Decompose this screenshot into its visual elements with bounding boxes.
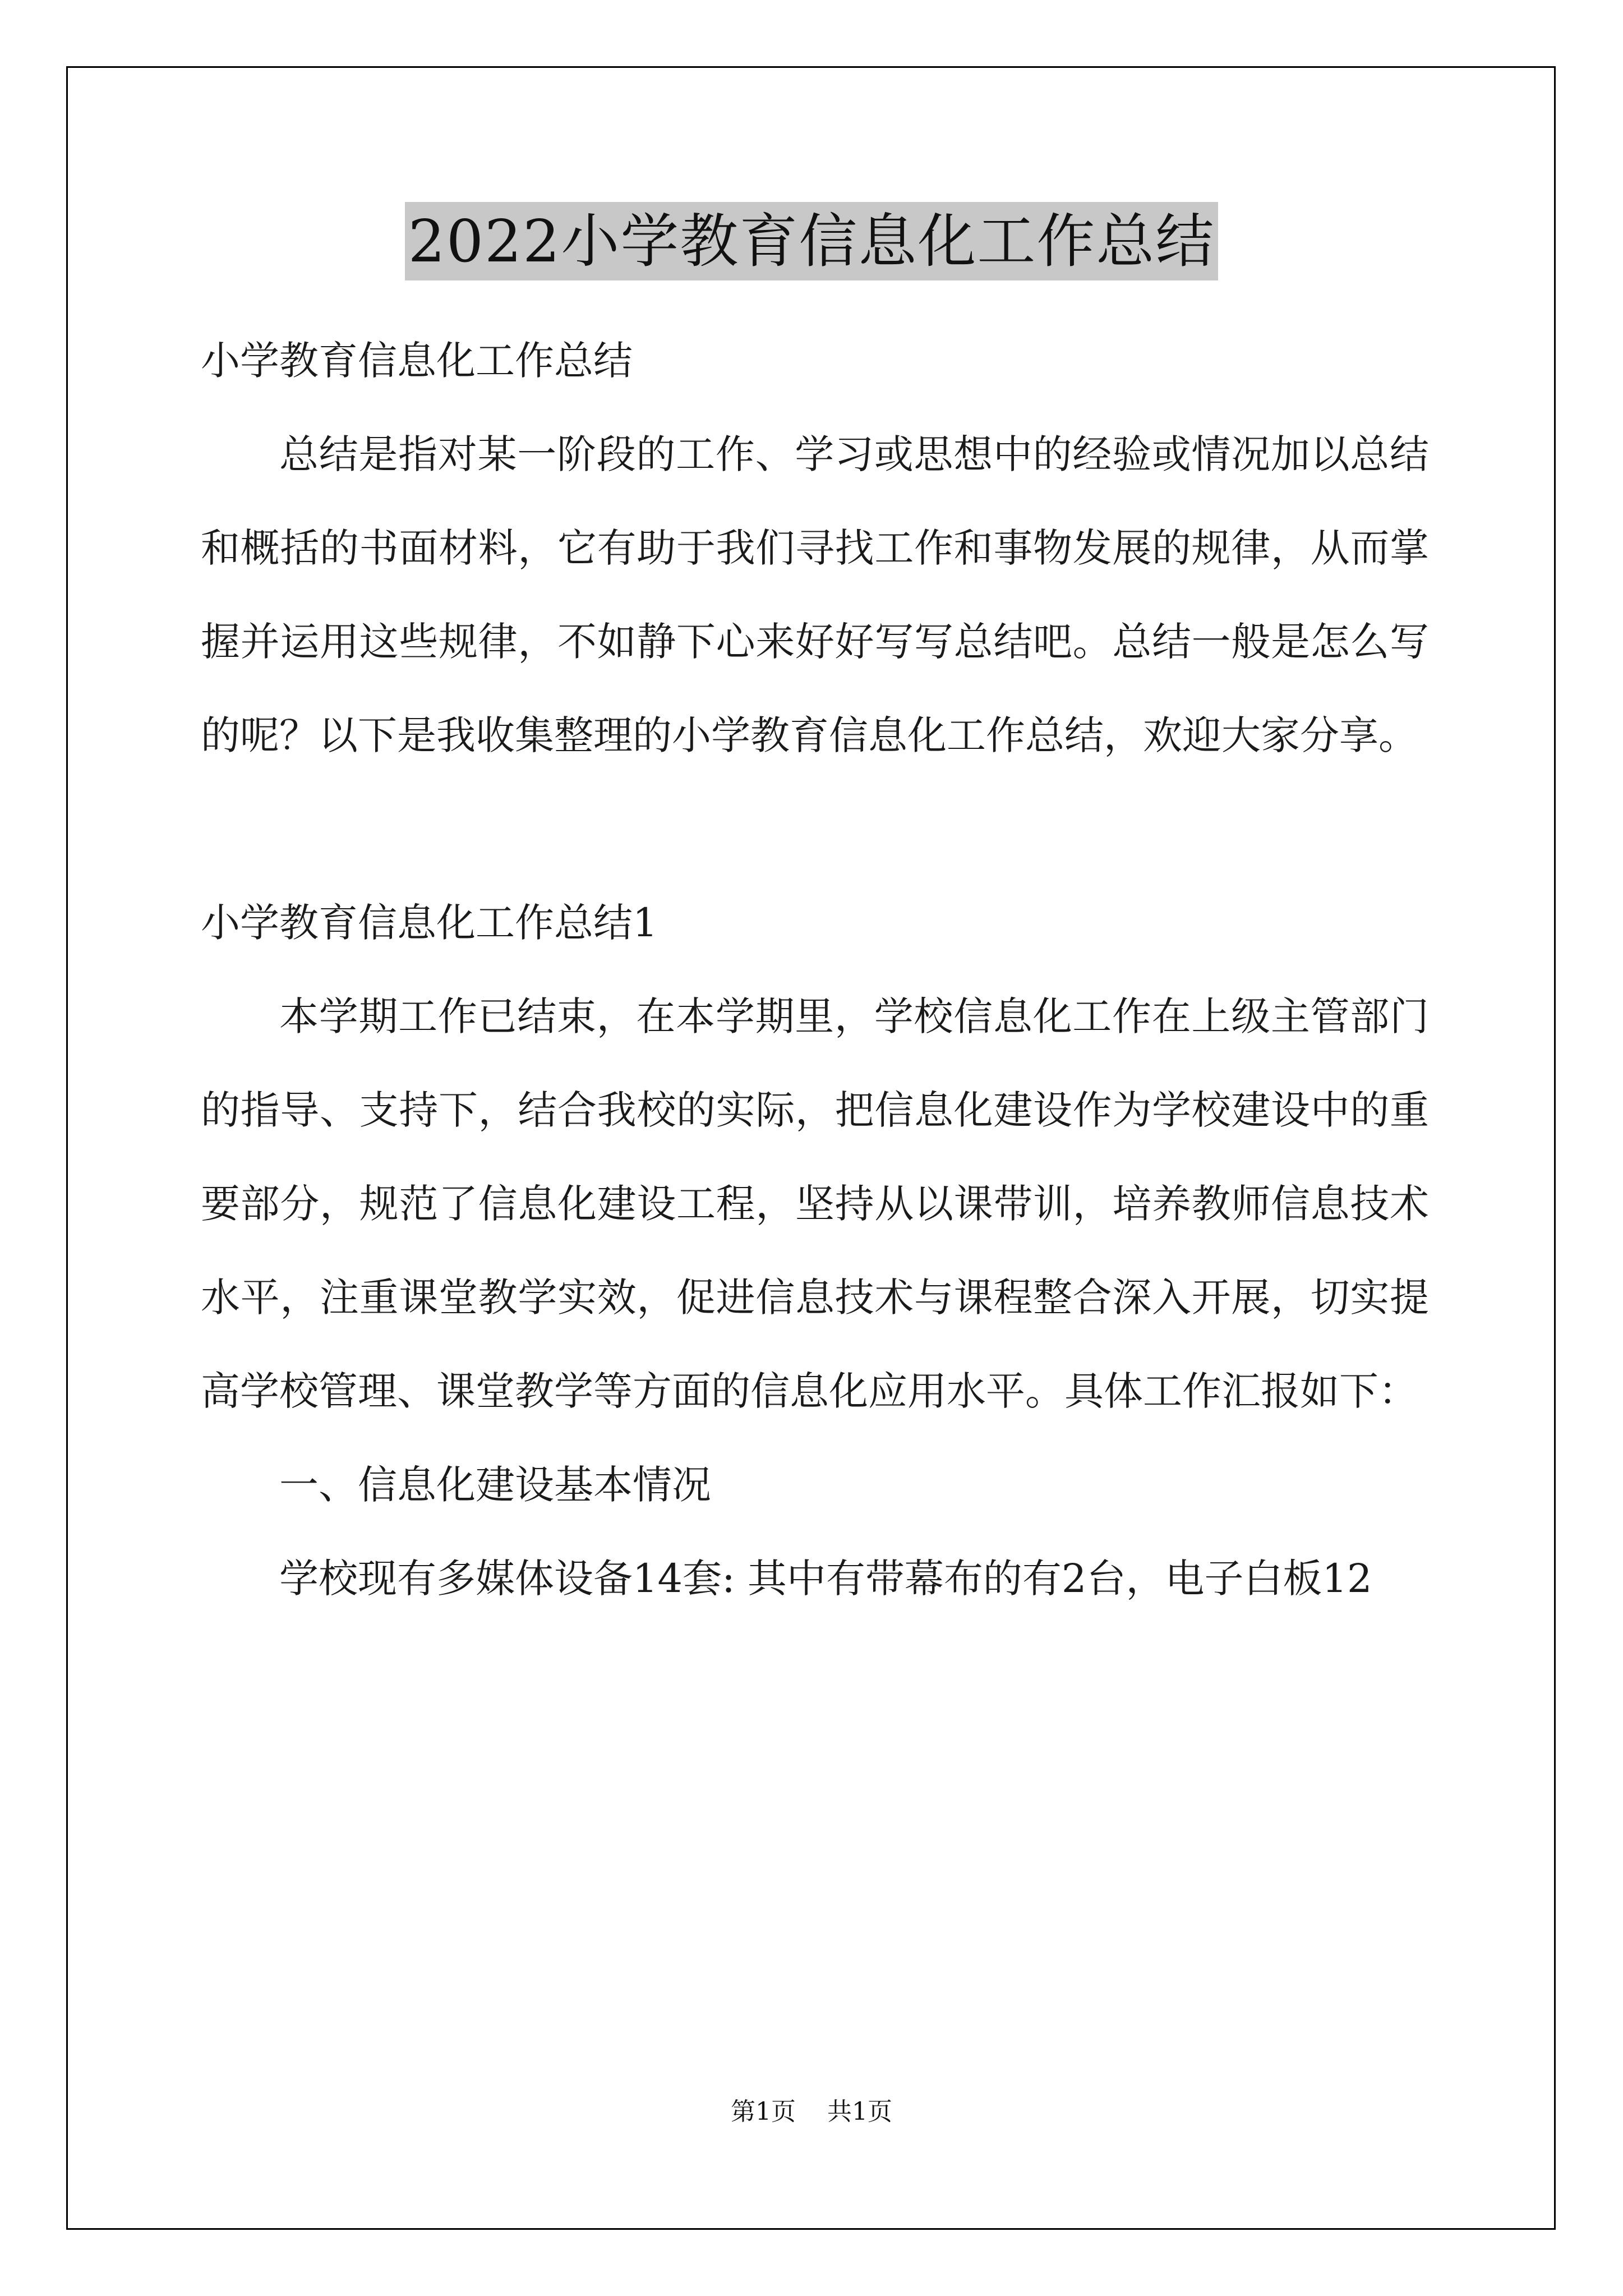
subsection-heading: 一、信息化建设基本情况 <box>279 1462 711 1508</box>
page-number: 第1页 <box>731 2097 796 2126</box>
section-heading: 小学教育信息化工作总结1 <box>201 900 658 946</box>
document-title: 2022小学教育信息化工作总结 <box>405 202 1219 280</box>
page-footer <box>0 2095 1623 2129</box>
title-area <box>0 202 1623 280</box>
document-body <box>201 314 1429 1626</box>
body-paragraph-2: 学校现有多媒体设备14套: 其中有带幕布的有2台，电子白板12 <box>279 1556 1372 1602</box>
subtitle-heading: 小学教育信息化工作总结 <box>201 338 633 384</box>
blank-line <box>201 783 1429 876</box>
intro-paragraph: 总结是指对某一阶段的工作、学习或思想中的经验或情况加以总结和概括的书面材料，它有助于我们寻找工作和事物发展的规律，从而掌握并运用这些规律，不如静下心来好好写写总结吧。总结一般是怎么写的呢？以下是我收集整理的小学教育信息化工作总结，欢迎大家分享。 <box>201 431 1429 758</box>
page-total: 共1页 <box>827 2097 892 2126</box>
body-paragraph: 本学期工作已结束，在本学期里，学校信息化工作在上级主管部门的指导、支持下，结合我校的实际，把信息化建设作为学校建设中的重要部分，规范了信息化建设工程，坚持从以课带训，培养教师信息技术水平，注重课堂教学实效，促进信息技术与课程整合深入开展，切实提高学校管理、课堂教学等方面的信息化应用水平。具体工作汇报如下： <box>201 993 1429 1414</box>
